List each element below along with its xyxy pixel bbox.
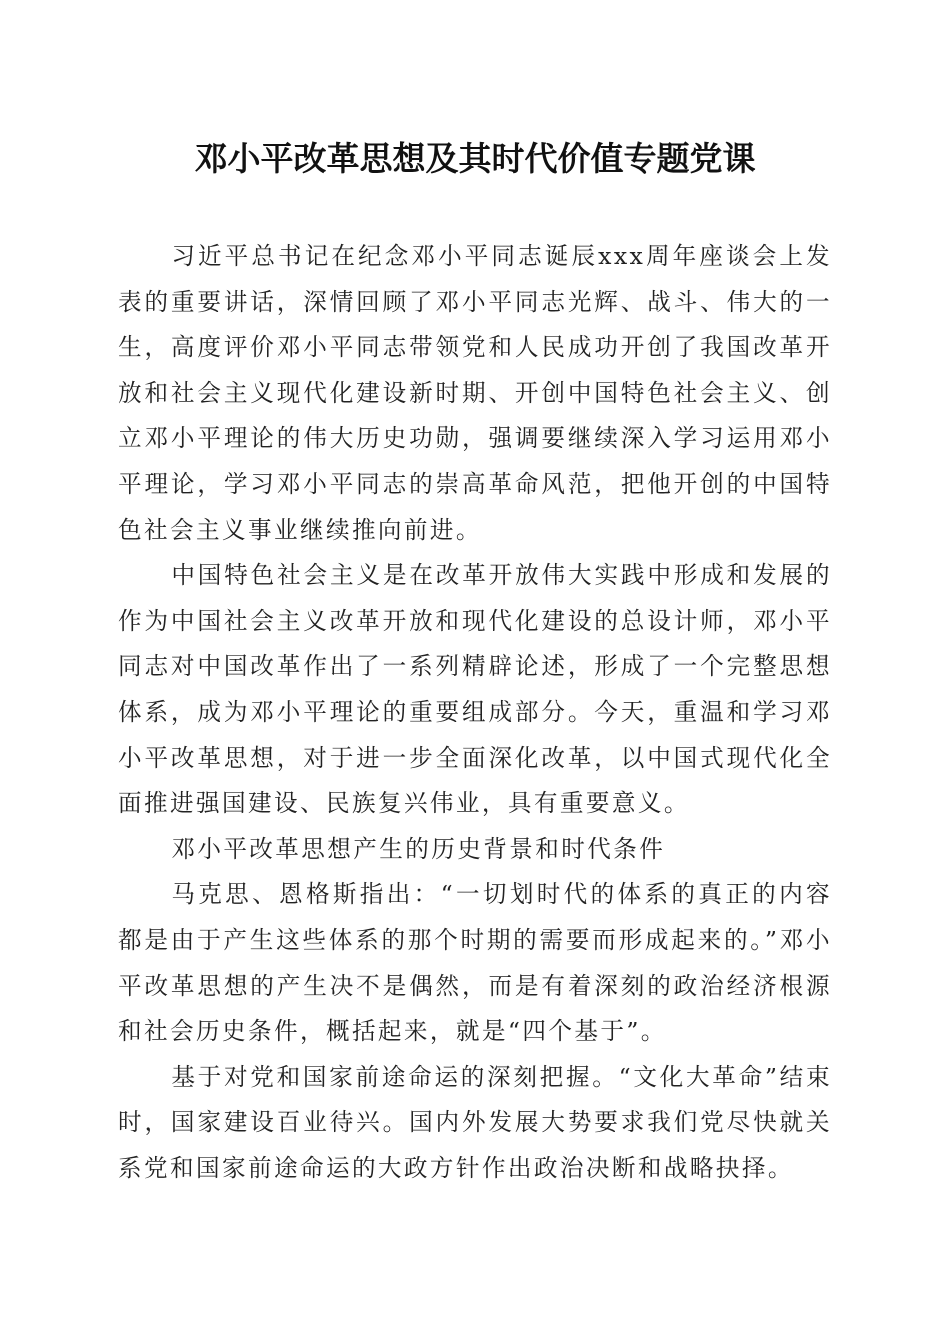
paragraph: 马克思、恩格斯指出：“一切划时代的体系的真正的内容都是由于产生这些体系的那个时期的需要而形成起来的。”邓小平改革思想的产生决不是偶然，而是有着深刻的政治经济根源和社会历史条件，概括起来，就是“四个基于”。 xyxy=(118,880,832,1046)
document-title: 邓小平改革思想及其时代价值专题党课 xyxy=(194,139,756,178)
paragraph: 习近平总书记在纪念邓小平同志诞辰xxx周年座谈会上发表的重要讲话，深情回顾了邓小平同志光辉、战斗、伟大的一生，高度评价邓小平同志带领党和人民成功开创了我国改革开放和社会主义现代化建设新时期、开创中国特色社会主义、创立邓小平理论的伟大历史功勋，强调要继续深入学习运用邓小平理论，学习邓小平同志的崇高革命风范，把他开创的中国特色社会主义事业继续推向前进。 xyxy=(118,242,832,544)
paragraph: 中国特色社会主义是在改革开放伟大实践中形成和发展的作为中国社会主义改革开放和现代化建设的总设计师，邓小平同志对中国改革作出了一系列精辟论述，形成了一个完整思想体系，成为邓小平理论的重要组成部分。今天，重温和学习邓小平改革思想，对于进一步全面深化改革，以中国式现代化全面推进强国建设、民族复兴伟业，具有重要意义。 xyxy=(118,561,832,818)
paragraph: 基于对党和国家前途命运的深刻把握。“文化大革命”结束时，国家建设百业待兴。国内外发展大势要求我们党尽快就关系党和国家前途命运的大政方针作出政治决断和战略抉择。 xyxy=(118,1062,832,1182)
document-body xyxy=(118,234,832,1191)
section-heading: 邓小平改革思想产生的历史背景和时代条件 xyxy=(171,834,666,863)
